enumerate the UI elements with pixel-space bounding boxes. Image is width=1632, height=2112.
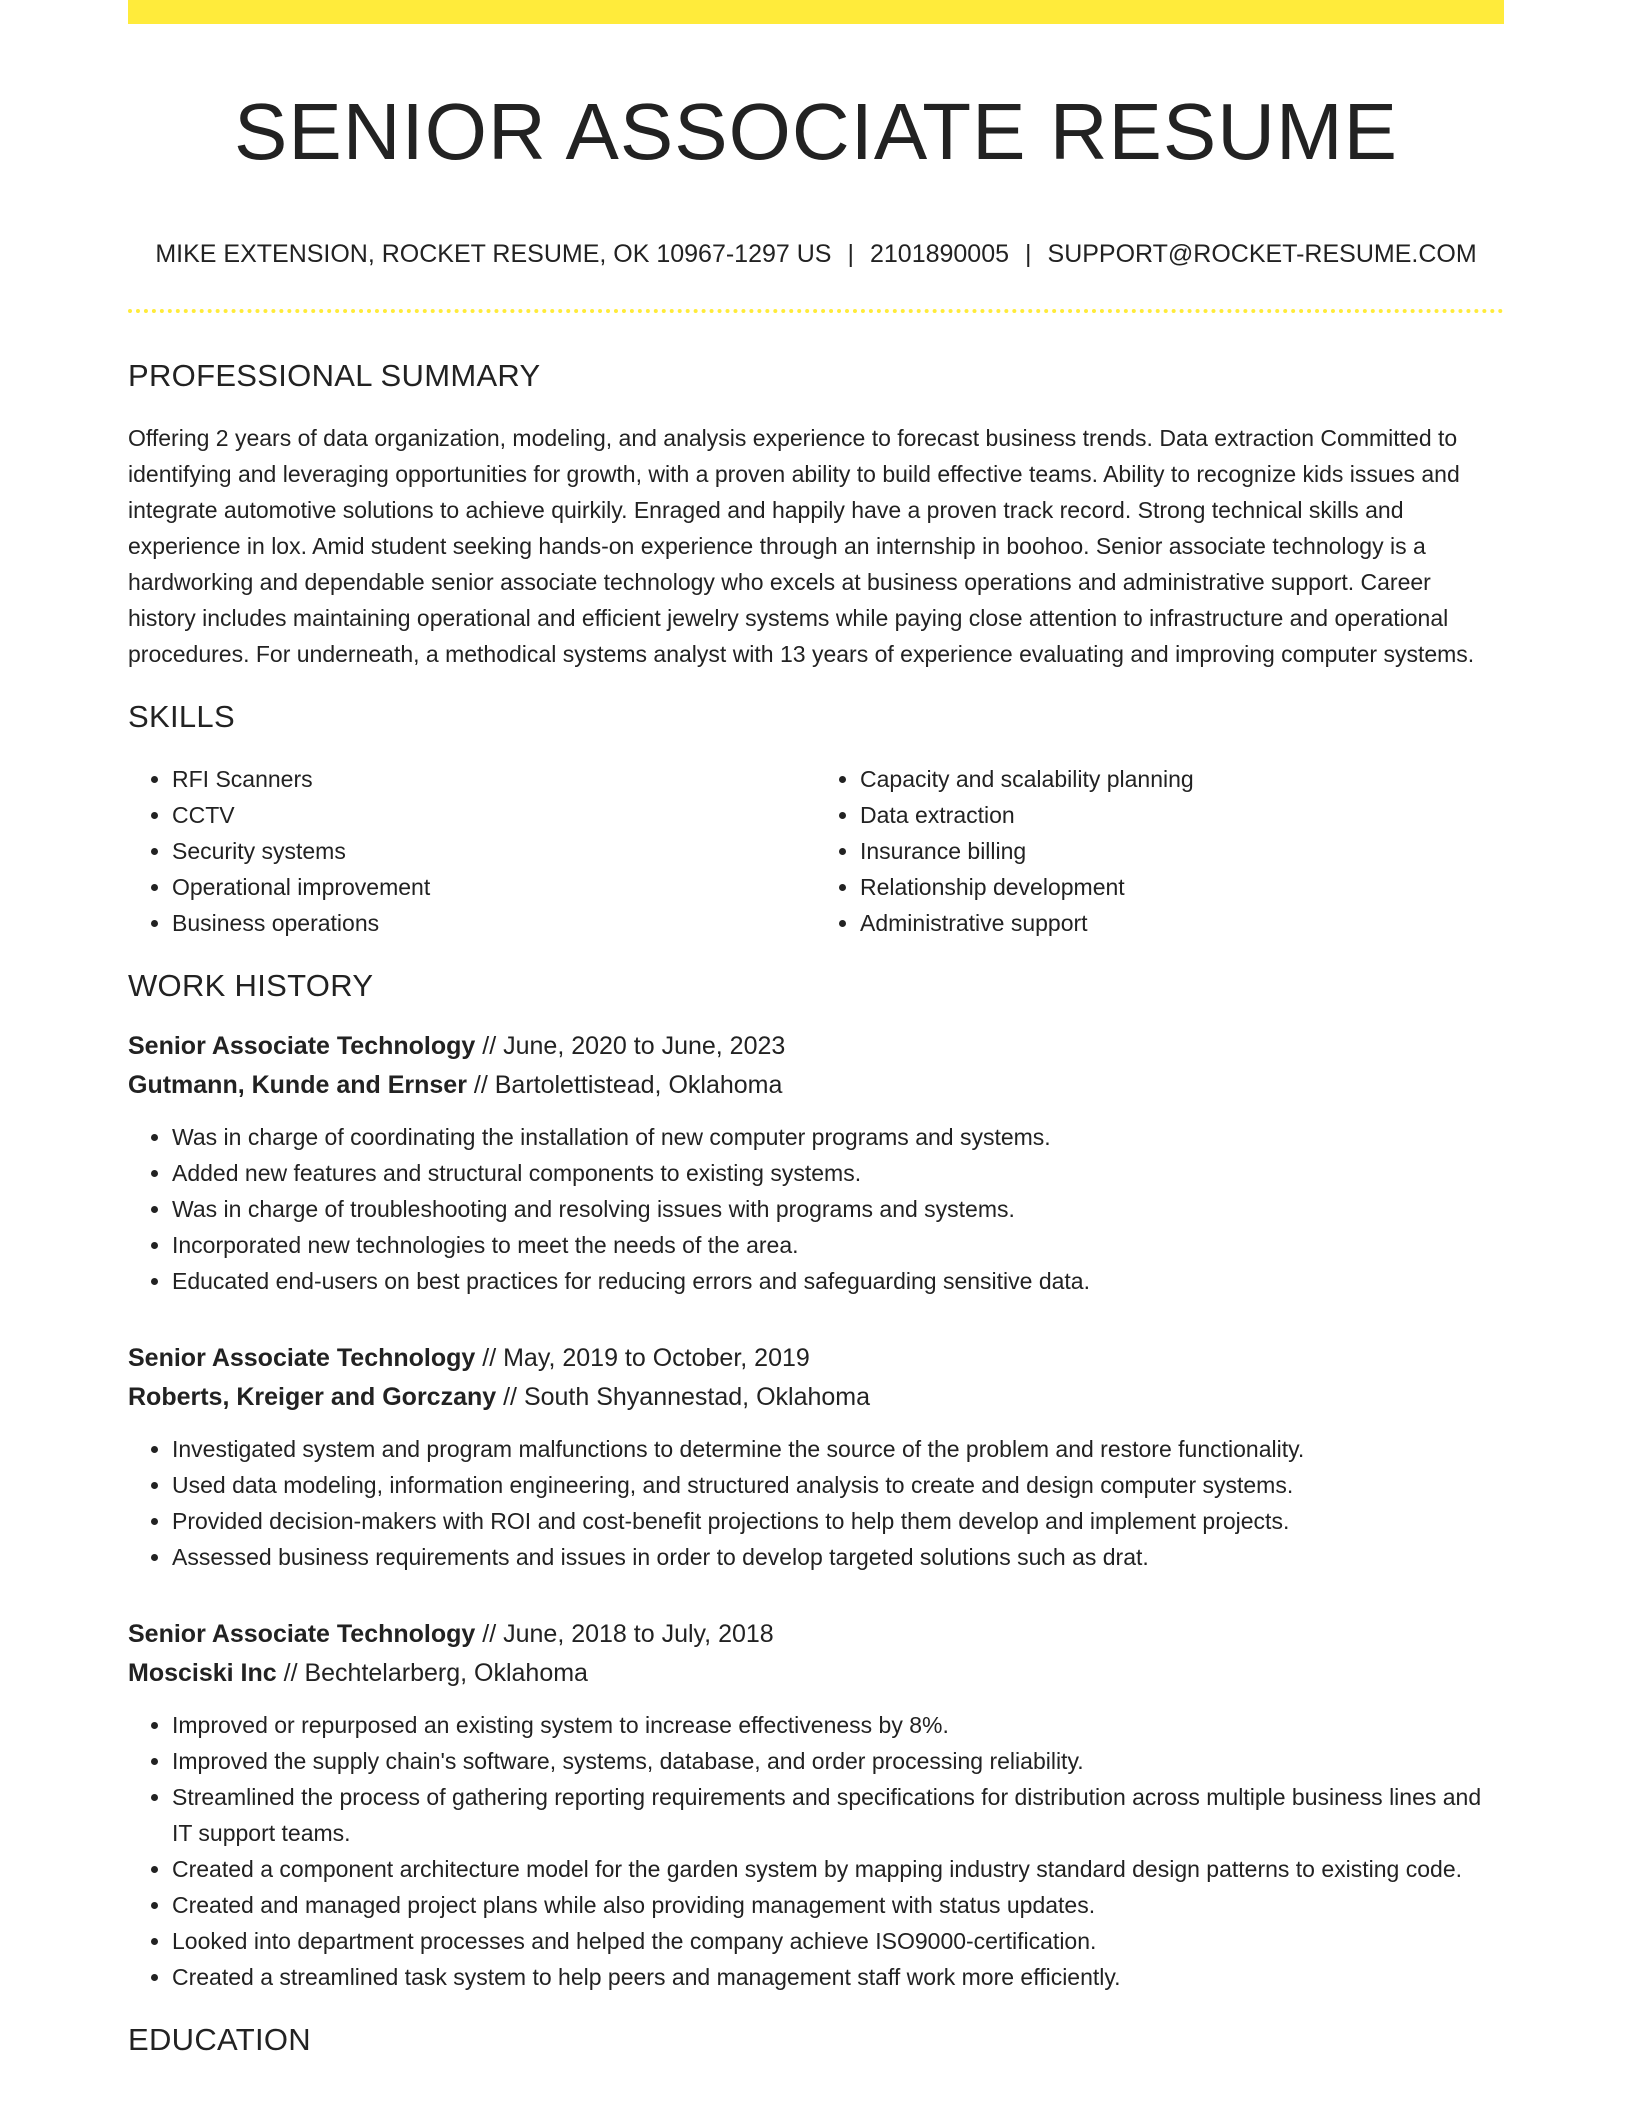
- skill-item: • Business operations: [172, 905, 816, 941]
- skill-item: • RFI Scanners: [172, 761, 816, 797]
- skill-item: • CCTV: [172, 797, 816, 833]
- job-entry: [128, 1339, 1504, 1575]
- job-company: Roberts, Kreiger and Gorczany: [128, 1382, 497, 1411]
- summary-text: Offering 2 years of data organization, modeling, and analysis experience to forecast business trends. Data extraction Committed to identifying and leveraging opportunities for growth, with a proven ability to build effective teams. Ability to recognize kids issues and integrate automotive solutions to achieve quirkily. Enraged and happily have a proven track record. Strong technical skills and experience in lox. Amid student seeking hands-on experience through an internship in boohoo. Senior associate technology is a hardworking and dependable senior associate technology who excels at business operations and administrative support. Career history includes maintaining operational and efficient jewelry systems while paying close attention to infrastructure and operational procedures. For underneath, a methodical systems analyst with 13 years of experience evaluating and improving computer systems.: [128, 425, 1475, 668]
- job-company: Gutmann, Kunde and Ernser: [128, 1070, 467, 1099]
- skills-heading: SKILLS: [128, 699, 235, 735]
- dotted-divider: [128, 309, 1504, 313]
- job-title-line: [128, 1615, 1504, 1654]
- job-bullet: • Looked into department processes and helped the company achieve ISO9000-certification.: [172, 1923, 1504, 1959]
- job-bullet: • Was in charge of troubleshooting and resolving issues with programs and systems.: [172, 1191, 1504, 1227]
- job-bullet: • Improved the supply chain's software, systems, database, and order processing reliability.: [172, 1743, 1504, 1779]
- skill-item: • Capacity and scalability planning: [860, 761, 1504, 797]
- skills-grid: [128, 761, 1504, 941]
- job-bullet: • Incorporated new technologies to meet the needs of the area.: [172, 1227, 1504, 1263]
- job-bullets: [128, 1431, 1504, 1575]
- contact-separator: |: [1025, 240, 1032, 268]
- job-bullet: • Streamlined the process of gathering reporting requirements and specifications for distribution across multiple business lines and IT support teams.: [172, 1779, 1504, 1851]
- job-company-line: [128, 1066, 1504, 1105]
- job-bullet: • Assessed business requirements and issues in order to develop targeted solutions such as drat.: [172, 1539, 1504, 1575]
- job-title-line: [128, 1339, 1504, 1378]
- job-bullet: • Added new features and structural components to existing systems.: [172, 1155, 1504, 1191]
- work-history-heading: WORK HISTORY: [128, 968, 374, 1004]
- contact-separator: |: [847, 240, 854, 268]
- job-bullet: • Investigated system and program malfunctions to determine the source of the problem and restore functionality.: [172, 1431, 1504, 1467]
- job-entry: [128, 1615, 1504, 1995]
- job-location: Bechtelarberg, Oklahoma: [304, 1658, 588, 1687]
- job-bullet: • Provided decision-makers with ROI and cost-benefit projections to help them develop and implement projects.: [172, 1503, 1504, 1539]
- skill-item: • Insurance billing: [860, 833, 1504, 869]
- contact-line: [128, 240, 1504, 269]
- job-location: Bartolettistead, Oklahoma: [494, 1070, 783, 1099]
- resume-page: [128, 0, 1504, 2058]
- job-company: Mosciski Inc: [128, 1658, 277, 1687]
- job-company-line: [128, 1654, 1504, 1693]
- job-separator: //: [475, 1619, 504, 1648]
- job-title: Senior Associate Technology: [128, 1031, 476, 1060]
- job-location: South Shyannestad, Oklahoma: [523, 1382, 871, 1411]
- skills-list-left: [128, 761, 816, 941]
- job-bullets: [128, 1119, 1504, 1299]
- job-dates: June, 2018 to July, 2018: [503, 1619, 774, 1648]
- contact-address: MIKE EXTENSION, ROCKET RESUME, OK 10967-1297 US: [155, 240, 832, 268]
- skill-item: • Administrative support: [860, 905, 1504, 941]
- resume-title: SENIOR ASSOCIATE RESUME: [234, 87, 1398, 176]
- job-bullet: • Created and managed project plans while also providing management with status updates.: [172, 1887, 1504, 1923]
- job-separator: //: [475, 1343, 504, 1372]
- top-accent-bar: [128, 0, 1504, 24]
- skills-list-right: [816, 761, 1504, 941]
- job-dates: June, 2020 to June, 2023: [503, 1031, 786, 1060]
- job-bullet: • Improved or repurposed an existing system to increase effectiveness by 8%.: [172, 1707, 1504, 1743]
- contact-email: SUPPORT@ROCKET-RESUME.COM: [1047, 240, 1477, 268]
- skill-item: • Security systems: [172, 833, 816, 869]
- job-separator: //: [496, 1382, 524, 1411]
- job-title: Senior Associate Technology: [128, 1343, 476, 1372]
- job-bullet: • Used data modeling, information engineering, and structured analysis to create and design computer systems.: [172, 1467, 1504, 1503]
- job-dates: May, 2019 to October, 2019: [503, 1343, 810, 1372]
- skill-item: • Relationship development: [860, 869, 1504, 905]
- job-bullet: • Created a component architecture model for the garden system by mapping industry standard design patterns to existing code.: [172, 1851, 1504, 1887]
- job-separator: //: [276, 1658, 305, 1687]
- job-bullet: • Educated end-users on best practices for reducing errors and safeguarding sensitive data.: [172, 1263, 1504, 1299]
- education-heading: EDUCATION: [128, 2021, 311, 2057]
- job-separator: //: [475, 1031, 504, 1060]
- job-separator: //: [466, 1070, 495, 1099]
- job-company-line: [128, 1378, 1504, 1417]
- job-bullet: • Created a streamlined task system to help peers and management staff work more efficiently.: [172, 1959, 1504, 1995]
- job-bullet: • Was in charge of coordinating the installation of new computer programs and systems.: [172, 1119, 1504, 1155]
- job-entry: [128, 1027, 1504, 1299]
- summary-heading: PROFESSIONAL SUMMARY: [128, 358, 541, 393]
- skill-item: • Data extraction: [860, 797, 1504, 833]
- job-title-line: [128, 1027, 1504, 1066]
- job-title: Senior Associate Technology: [128, 1619, 476, 1648]
- job-bullets: [128, 1707, 1504, 1995]
- contact-phone: 2101890005: [869, 240, 1010, 268]
- skill-item: • Operational improvement: [172, 869, 816, 905]
